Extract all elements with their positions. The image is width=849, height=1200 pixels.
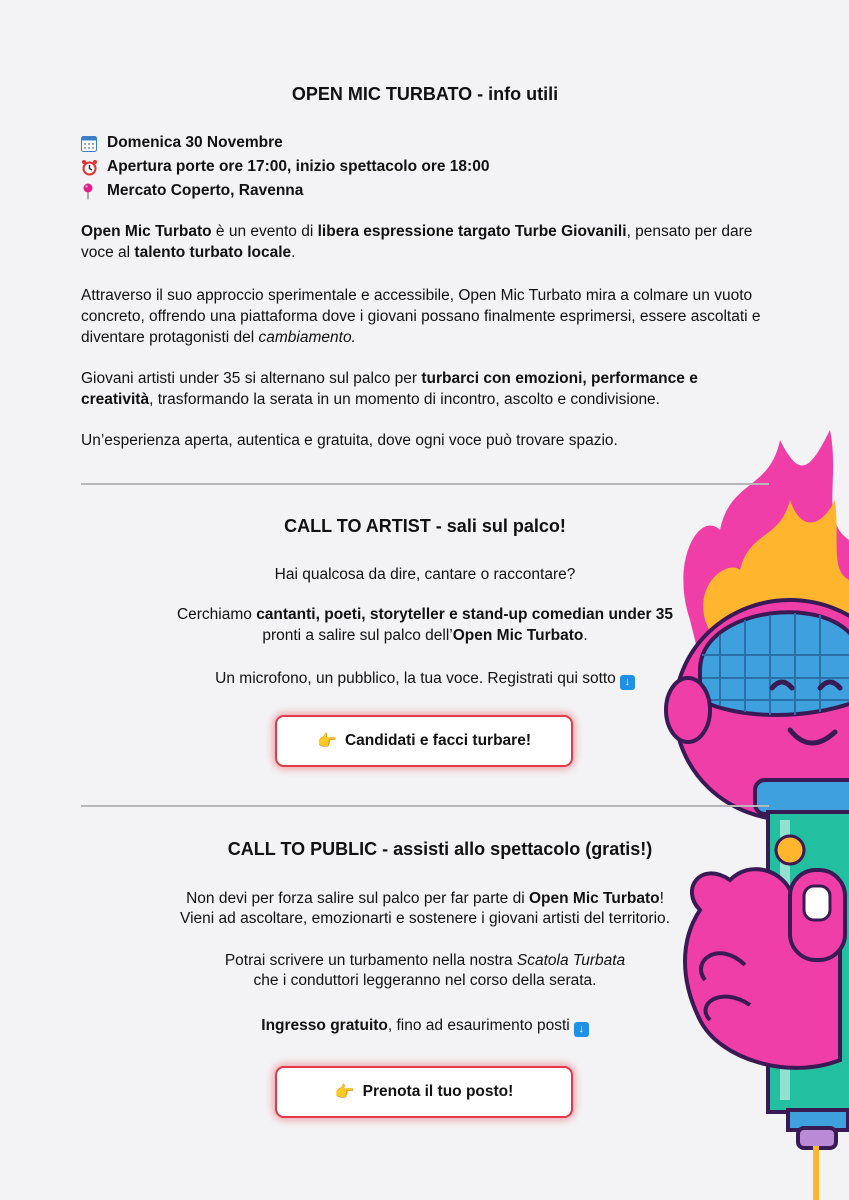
public-heading: CALL TO PUBLIC - assisti allo spettacolo (gratis!)	[227, 839, 653, 859]
artist-line-4	[81, 668, 769, 690]
artist-text: Un microfono, un pubblico, la tua voce. Registrati qui sotto	[215, 670, 616, 687]
info-date	[81, 131, 489, 155]
page-title: OPEN MIC TURBATO - info utili	[291, 84, 559, 104]
artist-text: .	[583, 627, 588, 644]
intro-bold-text: talento turbato locale	[134, 244, 292, 261]
date-text: Domenica 30 Novembre	[107, 134, 283, 151]
public-bold-text: Ingresso gratuito	[261, 1017, 388, 1034]
artist-text: pronti a salire sul palco dell’	[262, 627, 453, 644]
mascot-illustration	[660, 420, 849, 1200]
intro-paragraph-4: Un’esperienza aperta, autentica e gratuita, dove ogni voce può trovare spazio.	[81, 432, 618, 449]
intro-bold-text: turbarci con emozioni, performance e creatività	[81, 370, 698, 408]
public-line-5	[81, 1015, 769, 1037]
apply-button-label: Candidati e facci turbare!	[344, 732, 531, 749]
pin-icon	[81, 183, 107, 200]
intro-text: è un evento di	[211, 223, 318, 240]
artist-line-3	[81, 625, 769, 646]
calendar-icon	[81, 135, 107, 152]
intro-paragraph-3	[81, 368, 769, 410]
reserve-button-label: Prenota il tuo posto!	[362, 1083, 514, 1100]
intro-text: , pensato per dare voce al	[81, 223, 753, 261]
reserve-button[interactable]	[275, 1066, 573, 1118]
intro-text: .	[291, 244, 296, 261]
down-arrow-icon: ↓	[574, 1022, 589, 1037]
public-text: Non devi per forza salire sul palco per far parte di	[186, 890, 529, 907]
public-text: Potrai scrivere un turbamento nella nostra	[224, 952, 517, 969]
place-text: Mercato Coperto, Ravenna	[107, 182, 304, 199]
public-text: , fino ad esaurimento posti	[387, 1017, 570, 1034]
intro-text: , trasformando la serata in un momento di incontro, ascolto e condivisione.	[149, 391, 660, 408]
section-divider	[81, 483, 769, 485]
intro-text: Attraverso il suo approccio sperimentale e accessibile, Open Mic Turbato mira a colmare un vuoto concreto, offrendo una piattaforma dove i giovani possano finalmente esprimersi, essere ascoltati e diventare protagonisti del	[81, 287, 761, 346]
artist-bold-text: Open Mic Turbato	[452, 627, 584, 644]
artist-line-2	[81, 604, 769, 625]
public-line-4: che i conduttori leggeranno nel corso della serata.	[253, 972, 597, 989]
pointing-hand-icon: 👉	[334, 1084, 355, 1101]
artist-heading: CALL TO ARTIST - sali sul palco!	[284, 516, 566, 536]
down-arrow-icon: ↓	[620, 675, 635, 690]
public-line-2: Vieni ad ascoltare, emozionarti e sostenere i giovani artisti del territorio.	[180, 910, 670, 927]
apply-button[interactable]	[275, 715, 573, 767]
alarm-clock-icon	[81, 159, 107, 176]
section-divider	[81, 805, 769, 807]
public-text: !	[659, 890, 664, 907]
artist-text: Cerchiamo	[176, 606, 257, 623]
public-line-3	[81, 950, 769, 971]
public-italic-text: Scatola Turbata	[516, 952, 626, 969]
artist-line-1: Hai qualcosa da dire, cantare o raccontare?	[274, 566, 576, 583]
intro-paragraph-2	[81, 285, 769, 348]
public-bold-text: Open Mic Turbato	[528, 890, 660, 907]
artist-bold-text: cantanti, poeti, storyteller e stand-up comedian under 35	[256, 606, 674, 623]
info-place	[81, 179, 489, 203]
time-text: Apertura porte ore 17:00, inizio spettacolo ore 18:00	[107, 158, 490, 175]
info-time	[81, 155, 489, 179]
intro-text: Giovani artisti under 35 si alternano sul palco per	[81, 370, 422, 387]
pointing-hand-icon: 👉	[317, 733, 337, 750]
intro-paragraph-1	[81, 221, 769, 263]
intro-bold-name: Open Mic Turbato	[81, 223, 212, 240]
intro-italic-text: cambiamento.	[258, 329, 356, 346]
event-info	[81, 131, 489, 203]
intro-bold-text: libera espressione targato Turbe Giovanili	[317, 223, 627, 240]
public-line-1	[81, 888, 769, 909]
